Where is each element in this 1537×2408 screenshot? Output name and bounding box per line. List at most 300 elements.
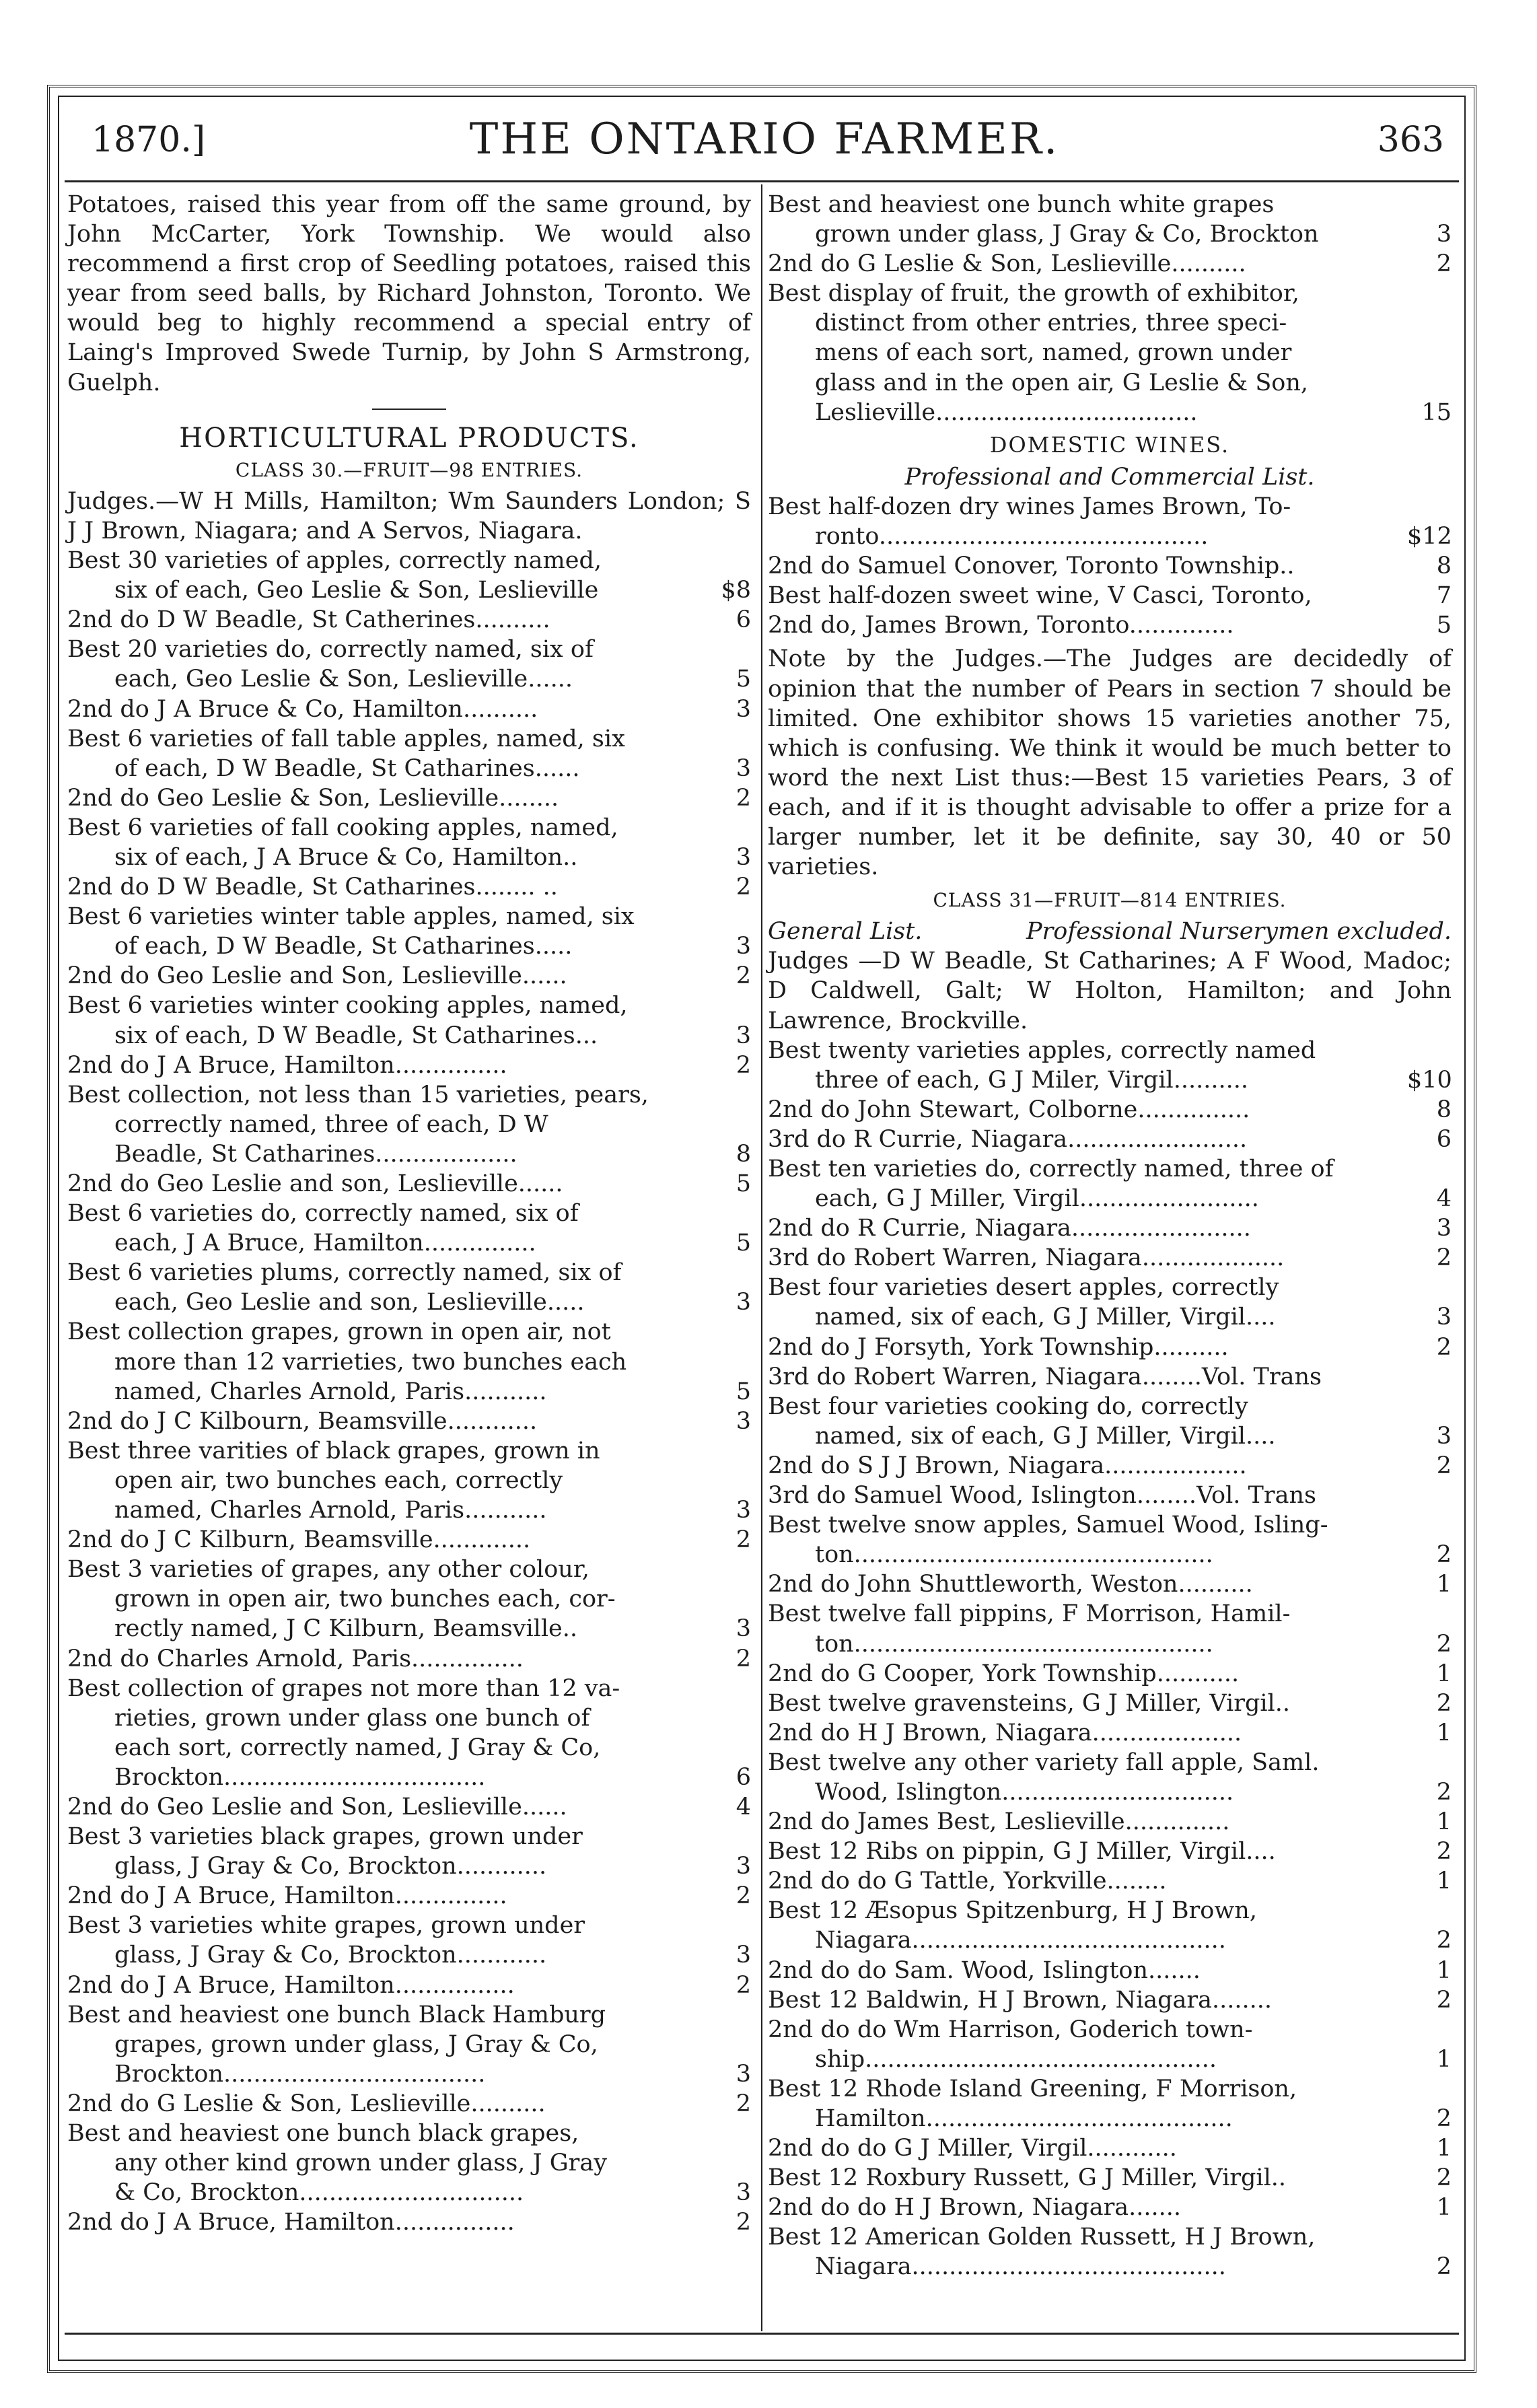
list-item	[768, 1451, 1452, 1481]
entry-text	[67, 1258, 707, 1317]
entry-prize: 8	[1436, 553, 1452, 580]
list-item	[67, 1792, 751, 1822]
entry-prize: 3	[736, 843, 751, 871]
entry-line: Best collection, not less than 15 varieties, pears,	[67, 1081, 649, 1108]
list-item	[768, 492, 1452, 551]
entry-line: 2nd do J A Bruce & Co, Hamilton..........	[67, 695, 538, 723]
entry-text	[768, 1718, 1407, 1748]
entry-line: open air, two bunches each, correctly	[114, 1466, 563, 1494]
entry-prize: 2	[1436, 1244, 1452, 1272]
entry-text	[768, 492, 1407, 551]
entry-text	[67, 1051, 707, 1080]
entry-prize: 2	[736, 1971, 751, 1999]
list-item	[67, 546, 751, 605]
entry-line: Best 12 Ribs on pippin, G J Miller, Virgil....	[768, 1838, 1276, 1866]
entry-prize: 2	[736, 784, 751, 812]
entry-line: Best twelve any other variety fall apple, Saml.	[768, 1748, 1320, 1776]
wines-heading: DOMESTIC WINES.	[989, 431, 1230, 458]
entry-line: 2nd do D W Beadle, St Catharines........ ..	[67, 874, 558, 901]
list-item	[768, 1154, 1452, 1213]
entry-line: Best collection grapes, grown in open air, not	[67, 1318, 611, 1346]
entry-line: more than 12 varrieties, two bunches each	[114, 1348, 627, 1376]
entry-line: Best 3 varieties black grapes, grown under	[67, 1823, 583, 1851]
entry-text	[67, 1881, 707, 1911]
entry-line: 2nd do J A Bruce, Hamilton................	[67, 2209, 515, 2236]
footer-rule	[65, 2333, 1459, 2335]
entry-line: Brockton...................................	[114, 1763, 486, 1791]
list-item	[67, 902, 751, 961]
list-item	[768, 1896, 1452, 1955]
entry-line: glass, J Gray & Co, Brockton............	[114, 1853, 547, 1880]
entry-text	[67, 1674, 707, 1792]
list-item	[768, 1362, 1452, 1392]
entry-line: Best 3 varieties of grapes, any other colour,	[67, 1556, 589, 1584]
entry-line: Best four varieties cooking do, correctly	[768, 1392, 1248, 1420]
entry-line: 2nd do do G Tattle, Yorkville........	[768, 1868, 1167, 1895]
entry-text	[768, 1125, 1407, 1154]
entry-prize: 2	[1436, 1927, 1452, 1954]
entry-line: six of each, Geo Leslie & Son, Leslieville	[114, 577, 599, 604]
list-subheading-left: General List.	[768, 918, 923, 946]
entry-line: Best 6 varieties winter table apples, named, six	[67, 903, 635, 931]
entry-prize: 3	[1436, 1422, 1452, 1450]
entry-text	[768, 1599, 1407, 1658]
list-item	[768, 1985, 1452, 2015]
list-item	[768, 249, 1452, 279]
entry-prize: 2	[1436, 2164, 1452, 2192]
list-item	[67, 1407, 751, 1436]
header-title: THE ONTARIO FARMER.	[469, 114, 1060, 164]
list-item	[768, 1213, 1452, 1243]
entry-line: Best 12 Æsopus Spitzenburg, H J Brown,	[768, 1897, 1257, 1925]
entry-line: & Co, Brockton..............................	[114, 2179, 524, 2207]
entry-prize: 5	[736, 1230, 751, 1257]
list-subheading	[768, 917, 1452, 946]
left-column	[67, 190, 751, 2237]
entry-text	[67, 2089, 707, 2119]
intro-paragraph: Potatoes, raised this year from off the same ground, by John McCarter, York Township. We would also recommend a first crop of Seedling potatoes, raised this year from seed balls, by Richard Johnston, Toronto. We would beg to highly recommend a special entry of Laing's Improved Swede Turnip, by John S Armstrong, Guelph.	[67, 191, 751, 396]
entry-prize: 2	[1436, 1778, 1452, 1806]
entry-text	[67, 2119, 707, 2207]
entry-prize: $12	[1407, 523, 1452, 551]
entry-text	[67, 961, 707, 991]
entry-text	[768, 581, 1407, 610]
list-item	[768, 1125, 1452, 1154]
entry-prize: 6	[1436, 1125, 1452, 1153]
entry-text	[768, 1510, 1407, 1569]
header-rule	[65, 180, 1459, 182]
entry-line: Brockton...................................	[114, 2060, 486, 2088]
entry-line: Best 12 Roxbury Russett, G J Miller, Virgil..	[768, 2164, 1287, 2192]
list-item	[67, 813, 751, 872]
header-page-number: 363	[1377, 120, 1444, 160]
list-subheading-right: Professional Nurserymen excluded.	[1026, 918, 1452, 946]
entry-text	[67, 1911, 707, 1970]
entry-text	[768, 1569, 1407, 1599]
list-item	[768, 1510, 1452, 1569]
entry-line: 2nd do G Leslie & Son, Leslieville..........	[67, 2090, 546, 2117]
entry-prize: 1	[1436, 1719, 1452, 1746]
entry-prize: 3	[736, 2060, 751, 2088]
entry-line: 2nd do G Leslie & Son, Leslieville..........	[768, 250, 1246, 278]
list-item	[67, 1822, 751, 1881]
entry-prize: 15	[1421, 398, 1452, 426]
entry-text	[768, 1748, 1407, 1807]
entry-prize: 2	[1436, 250, 1452, 278]
entry-line: ton................................................	[815, 1541, 1213, 1569]
entry-prize: 4	[1436, 1185, 1452, 1213]
entry-prize: 2	[736, 2090, 751, 2117]
entry-text	[768, 1985, 1407, 2015]
entry-prize: 2	[736, 874, 751, 901]
entry-prize: 2	[1436, 2105, 1452, 2132]
entry-line: Best four varieties desert apples, correctly	[768, 1274, 1279, 1302]
wines-list	[768, 492, 1452, 640]
list-item	[67, 1317, 751, 1406]
list-item	[67, 1199, 751, 1258]
entry-prize: 1	[1436, 1660, 1452, 1687]
section-rule	[372, 409, 446, 410]
entry-prize: 2	[736, 1526, 751, 1554]
list-item	[67, 1881, 751, 1911]
list-item	[67, 2119, 751, 2207]
entry-text	[67, 695, 707, 724]
entry-prize: 3	[1436, 1304, 1452, 1331]
page-header	[78, 105, 1451, 179]
entry-prize: 2	[736, 1051, 751, 1079]
entry-line: of each, D W Beadle, St Catharines......	[114, 754, 580, 782]
entry-line: of each, D W Beadle, St Catharines.....	[114, 933, 573, 960]
entry-prize: 1	[1436, 2045, 1452, 2073]
entry-line: Niagara..........................................	[815, 2253, 1226, 2281]
entry-line: Niagara..........................................	[815, 1927, 1226, 1954]
list-item	[67, 783, 751, 813]
entry-prize: 1	[1436, 1808, 1452, 1836]
entry-line: Best 6 varieties do, correctly named, six of	[67, 1200, 579, 1228]
list-item	[768, 279, 1452, 427]
entry-prize: 2	[1436, 1838, 1452, 1866]
entry-prize: 7	[1436, 582, 1452, 610]
entry-text	[67, 783, 707, 813]
entry-line: 3rd do Robert Warren, Niagara...................	[768, 1244, 1285, 1272]
entry-line: six of each, D W Beadle, St Catharines...	[114, 1022, 598, 1049]
entry-text	[768, 2133, 1407, 2163]
entry-text	[768, 1095, 1407, 1125]
entry-line: 2nd do Geo Leslie and Son, Leslieville......	[67, 962, 567, 990]
list-item	[768, 1659, 1452, 1689]
entry-line: ton................................................	[815, 1630, 1213, 1658]
entry-text	[67, 724, 707, 783]
entry-text	[67, 991, 707, 1050]
entry-line: Best 12 American Golden Russett, H J Brown,	[768, 2224, 1316, 2251]
entry-line: 2nd do Geo Leslie and Son, Leslieville......	[67, 1793, 567, 1820]
entry-text	[768, 1213, 1407, 1243]
entry-line: grown under glass, J Gray & Co, Brockton	[815, 221, 1319, 248]
entry-prize: 3	[736, 1497, 751, 1524]
list-item	[768, 2133, 1452, 2163]
entry-line: 2nd do J A Bruce, Hamilton...............	[67, 1051, 507, 1079]
header-year: 1870.]	[92, 120, 206, 160]
list-item	[768, 610, 1452, 640]
list-item	[67, 1169, 751, 1199]
entry-text	[67, 872, 707, 902]
entry-line: correctly named, three of each, D W	[114, 1110, 548, 1138]
entry-line: Best and heaviest one bunch white grapes	[768, 191, 1275, 218]
entry-text	[768, 1659, 1407, 1689]
list-item	[67, 1258, 751, 1317]
entry-line: Best 3 varieties white grapes, grown under	[67, 1912, 585, 1940]
entry-prize: 2	[736, 1882, 751, 1910]
entry-line: 3rd do Robert Warren, Niagara........Vol. Trans	[768, 1363, 1322, 1390]
entry-line: Leslieville...................................	[815, 398, 1198, 426]
list-item	[768, 2222, 1452, 2281]
list-item	[768, 2193, 1452, 2222]
entry-line: each, Geo Leslie and son, Leslieville.....	[114, 1289, 585, 1316]
list-item	[67, 991, 751, 1050]
entry-line: 3rd do Samuel Wood, Islington........Vol. Trans	[768, 1482, 1316, 1510]
list-item	[768, 1866, 1452, 1896]
list-item	[768, 1599, 1452, 1658]
entry-line: named, six of each, G J Miller, Virgil....	[815, 1422, 1276, 1450]
entry-prize: 2	[1436, 2253, 1452, 2281]
entry-text	[768, 279, 1407, 427]
entry-line: Best twelve gravensteins, G J Miller, Virgil..	[768, 1689, 1290, 1717]
entry-prize: 5	[736, 666, 751, 693]
entry-prize: 2	[1436, 1630, 1452, 1658]
entry-line: Best three varities of black grapes, grown in	[67, 1437, 600, 1464]
entry-text	[67, 546, 707, 605]
entry-line: Best twenty varieties apples, correctly named	[768, 1036, 1316, 1064]
entry-prize: 3	[736, 2179, 751, 2207]
entry-line: 2nd do John Shuttleworth, Weston..........	[768, 1571, 1253, 1598]
list-item	[67, 695, 751, 724]
entry-text	[768, 1036, 1407, 1095]
entry-line: Best display of fruit, the growth of exhibitor,	[768, 280, 1299, 308]
entry-line: rieties, grown under glass one bunch of	[114, 1704, 590, 1732]
list-item	[67, 1436, 751, 1525]
entry-line: 2nd do do Wm Harrison, Goderich town-	[768, 2016, 1253, 2043]
entry-text	[768, 1896, 1407, 1955]
entry-line: Best collection of grapes not more than 12 va-	[67, 1674, 620, 1702]
entry-prize: 3	[736, 695, 751, 723]
entry-text	[768, 1956, 1407, 1985]
entry-prize: 1	[1436, 2194, 1452, 2222]
entry-text	[768, 190, 1407, 249]
entry-line: Best half-dozen dry wines James Brown, To-	[768, 493, 1291, 520]
entry-text	[768, 1333, 1407, 1362]
entry-text	[67, 1644, 707, 1674]
entry-line: glass and in the open air, G Leslie & Son,	[815, 369, 1309, 396]
entry-text	[768, 2163, 1407, 2193]
judges-note: Note by the Judges.—The Judges are decidedly of opinion that the number of Pears in section 7 should be limited. One exhibitor shows 15 varieties another 75, which is confusing. We think it would be much better to word the next List thus:—Best 15 varieties Pears, 3 of each, and if it is thought advisable to offer a prize for a larger number, let it be definite, say 30, 40 or 50 varieties.	[768, 645, 1452, 881]
entry-prize: 4	[736, 1793, 751, 1820]
entry-line: rectly named, J C Kilburn, Beamsville..	[114, 1615, 578, 1643]
entry-line: ronto............................................	[815, 523, 1209, 551]
list-item	[67, 635, 751, 694]
entry-text	[67, 1822, 707, 1881]
entry-line: Beadle, St Catharines...................	[114, 1140, 517, 1168]
entry-text	[67, 1169, 707, 1199]
list-item	[768, 1807, 1452, 1837]
entry-text	[768, 1837, 1407, 1866]
entry-prize: 3	[736, 933, 751, 960]
entry-line: 2nd do J C Kilbourn, Beamsville............	[67, 1407, 538, 1435]
list-item	[768, 1837, 1452, 1866]
list-item	[768, 1481, 1452, 1510]
entry-text	[768, 1243, 1407, 1273]
list-item	[768, 1333, 1452, 1362]
entry-prize: 6	[736, 606, 751, 634]
entry-line: Best 12 Baldwin, H J Brown, Niagara........	[768, 1986, 1273, 2014]
entry-prize: 1	[1436, 1956, 1452, 1984]
entry-prize: 8	[736, 1140, 751, 1168]
entry-line: Best 30 varieties of apples, correctly named,	[67, 547, 602, 575]
entry-line: named, Charles Arnold, Paris...........	[114, 1378, 547, 1405]
entry-line: three of each, G J Miler, Virgil..........	[815, 1066, 1248, 1094]
entry-line: Best 6 varieties of fall table apples, named, six	[67, 725, 625, 752]
list-item	[67, 1644, 751, 1674]
class-heading: CLASS 31—FRUIT—814 ENTRIES.	[933, 889, 1287, 912]
entry-line: 2nd do Charles Arnold, Paris...............	[67, 1645, 524, 1672]
entry-prize: 3	[736, 1942, 751, 1969]
entry-line: each, J A Bruce, Hamilton...............	[114, 1230, 536, 1257]
entry-line: each, Geo Leslie & Son, Leslieville......	[114, 666, 573, 693]
entry-prize: 5	[736, 1170, 751, 1197]
entry-line: 2nd do Geo Leslie and son, Leslieville......	[67, 1170, 563, 1197]
column-divider	[761, 184, 762, 2331]
entry-line: Best 20 varieties do, correctly named, six of	[67, 636, 594, 664]
entry-text	[768, 610, 1407, 640]
list-item	[67, 1051, 751, 1080]
entry-prize: 3	[736, 1289, 751, 1316]
list-item	[768, 1273, 1452, 1332]
entry-line: 2nd do do H J Brown, Niagara.......	[768, 2194, 1182, 2222]
entry-prize: 2	[736, 962, 751, 990]
entry-line: Best 6 varieties winter cooking apples, named,	[67, 992, 628, 1020]
entry-prize: 3	[736, 754, 751, 782]
entry-line: Best twelve fall pippins, F Morrison, Hamil-	[768, 1600, 1291, 1628]
section-heading: HORTICULTURAL PRODUCTS.	[179, 422, 639, 454]
entry-line: 2nd do D W Beadle, St Catherines..........	[67, 606, 550, 634]
entry-text	[768, 2015, 1407, 2074]
prize-list	[67, 546, 751, 2237]
entry-text	[768, 1689, 1407, 1718]
entry-text	[67, 605, 707, 635]
entry-line: 2nd do James Best, Leslieville..............	[768, 1808, 1230, 1836]
entry-text	[67, 1317, 707, 1406]
entry-prize: 1	[1436, 2135, 1452, 2162]
entry-prize: 1	[1436, 1868, 1452, 1895]
entry-text	[768, 1807, 1407, 1837]
entry-line: named, Charles Arnold, Paris...........	[114, 1497, 547, 1524]
list-item	[768, 1036, 1452, 1095]
entry-line: Best ten varieties do, correctly named, three of	[768, 1156, 1334, 1182]
entry-line: Best and heaviest one bunch Black Hamburg	[67, 2001, 606, 2028]
entry-line: each sort, correctly named, J Gray & Co,	[114, 1734, 601, 1761]
entry-line: 2nd do S J J Brown, Niagara...................	[768, 1452, 1247, 1479]
list-item	[67, 1555, 751, 1643]
entry-text	[768, 2074, 1407, 2133]
entry-line: 2nd do R Currie, Niagara........................	[768, 1215, 1251, 1242]
entry-prize: 3	[736, 1615, 751, 1643]
entry-text	[67, 1555, 707, 1643]
entry-line: 2nd do H J Brown, Niagara....................	[768, 1719, 1242, 1746]
list-item	[768, 581, 1452, 610]
entry-prize: 2	[736, 2209, 751, 2236]
entry-text	[67, 1080, 707, 1169]
list-item	[768, 1956, 1452, 1985]
entry-text	[67, 635, 707, 694]
entry-prize: $10	[1407, 1066, 1452, 1094]
list-item	[768, 1392, 1452, 1451]
entry-text	[768, 1273, 1407, 1332]
entry-prize: 2	[736, 1645, 751, 1672]
entry-line: Best 12 Rhode Island Greening, F Morrison,	[768, 2075, 1297, 2102]
entry-line: Best 6 varieties plums, correctly named, six of	[67, 1259, 622, 1287]
entry-line: 2nd do G Cooper, York Township...........	[768, 1660, 1240, 1687]
entry-text	[67, 1436, 707, 1525]
entry-line: 2nd do J A Bruce, Hamilton................	[67, 1971, 515, 1999]
entry-line: named, six of each, G J Miller, Virgil....	[815, 1304, 1276, 1331]
list-item	[768, 1689, 1452, 1718]
entry-line: Wood, Islington...............................	[815, 1778, 1234, 1806]
right-column	[768, 190, 1452, 2282]
list-item	[67, 961, 751, 991]
list-item	[768, 1718, 1452, 1748]
entry-line: 2nd do J C Kilburn, Beamsville.............	[67, 1526, 531, 1554]
list-item	[67, 2207, 751, 2237]
entry-text	[67, 2207, 707, 2237]
entry-line: 2nd do, James Brown, Toronto..............	[768, 612, 1234, 639]
list-item	[768, 551, 1452, 581]
entry-text	[768, 2193, 1407, 2222]
entry-line: 2nd do John Stewart, Colborne...............	[768, 1096, 1250, 1123]
entry-line: 2nd do J Forsyth, York Township..........	[768, 1333, 1229, 1361]
entry-line: 2nd do Samuel Conover, Toronto Township..	[768, 553, 1295, 580]
entry-line: 2nd do Geo Leslie & Son, Leslieville........	[67, 784, 559, 812]
entry-prize: 2	[1436, 1452, 1452, 1479]
entry-text	[67, 1971, 707, 2000]
list-item	[768, 1569, 1452, 1599]
entry-text	[67, 1199, 707, 1258]
entry-prize: 3	[1436, 221, 1452, 248]
prize-list	[768, 190, 1452, 427]
entry-text	[67, 902, 707, 961]
entry-text	[768, 551, 1407, 581]
entry-prize: 6	[736, 1763, 751, 1791]
list-item	[768, 2015, 1452, 2074]
judges-paragraph: Judges —D W Beadle, St Catharines; A F Wood, Madoc; D Caldwell, Galt; W Holton, Hamilton; and John Lawrence, Brockville.	[768, 948, 1452, 1034]
entry-prize: 3	[736, 1022, 751, 1049]
entry-prize: 5	[736, 1378, 751, 1405]
entry-prize: 2	[1436, 1689, 1452, 1717]
entry-prize: 3	[1436, 1215, 1452, 1242]
list-item	[768, 1748, 1452, 1807]
entry-line: 2nd do do G J Miller, Virgil............	[768, 2135, 1177, 2162]
entry-text	[67, 2000, 707, 2089]
list-item	[67, 1674, 751, 1792]
list-item	[67, 724, 751, 783]
wines-subheading: Professional and Commercial List.	[904, 463, 1315, 491]
entry-text	[768, 1154, 1407, 1213]
entry-line: Best twelve snow apples, Samuel Wood, Isling-	[768, 1512, 1328, 1539]
entry-line: 2nd do do Sam. Wood, Islington.......	[768, 1956, 1201, 1984]
list-item	[67, 2089, 751, 2119]
entry-line: 3rd do R Currie, Niagara........................	[768, 1125, 1248, 1153]
entry-line: Hamilton.........................................	[815, 2105, 1233, 2132]
entry-prize: 2	[1436, 1986, 1452, 2014]
list-item	[768, 2163, 1452, 2193]
